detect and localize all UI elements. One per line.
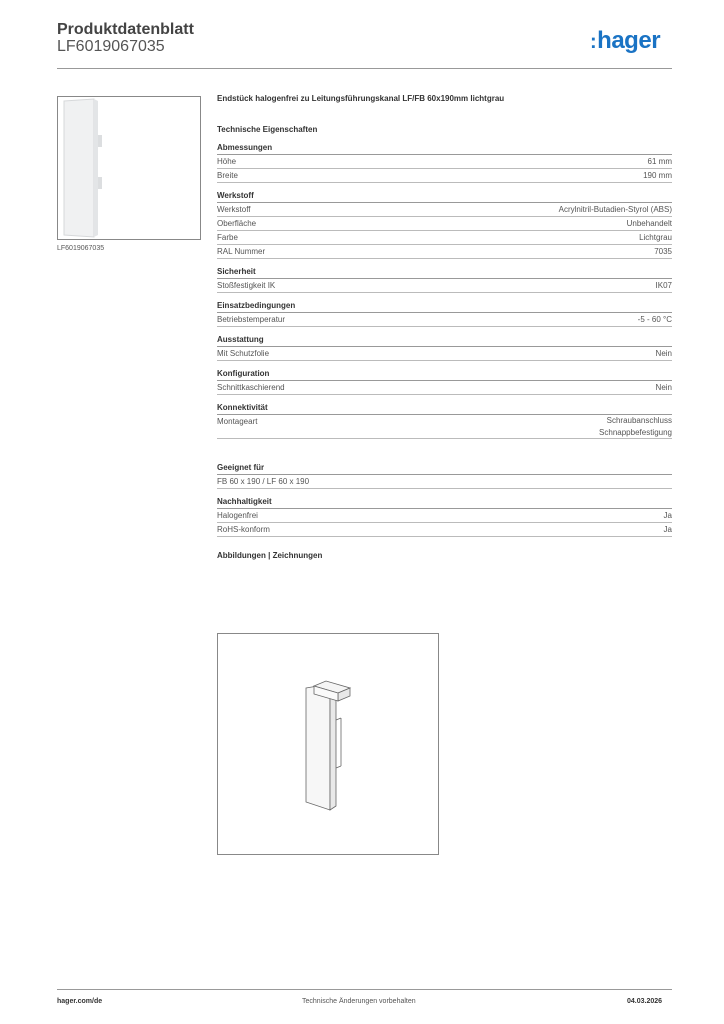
spec-value: Ja [663,511,672,520]
group-equipment [217,335,672,361]
product-thumbnail [57,96,201,240]
section-title-tech: Technische Eigenschaften [217,125,318,134]
specs-content [217,94,672,560]
spec-value: Ja [663,525,672,534]
group-title: Nachhaltigkeit [217,497,672,509]
thumbnail-caption: LF6019067035 [57,245,105,252]
group-title: Einsatzbedingungen [217,301,672,313]
spec-label: Stoßfestigkeit IK [217,281,276,290]
spec-row [217,523,672,537]
spec-label: RAL Nummer [217,247,266,256]
footer-website[interactable]: hager.com/de [57,998,103,1005]
spec-value: Nein [655,349,672,358]
group-safety [217,267,672,293]
group-title: Geeignet für [217,463,672,475]
footer-date: 04.03.2026 [627,998,663,1005]
spec-row [217,231,672,245]
spec-label: Oberfläche [217,219,257,228]
group-connectivity [217,403,672,439]
spec-value: IK07 [655,281,672,290]
spec-label: Mit Schutzfolie [217,349,270,358]
group-title: Sicherheit [217,267,672,279]
spec-label: Montageart [217,417,258,426]
end-cap-drawing [218,634,438,854]
spec-value: Lichtgrau [639,233,672,242]
spec-row [217,347,672,361]
product-title: Endstück halogenfrei zu Leitungsführungskanal LF/FB 60x190mm lichtgrau [217,94,505,103]
spec-row [217,217,672,231]
product-sku: LF6019067035 [57,38,165,55]
group-suitable-for [217,463,672,489]
spec-label: FB 60 x 190 / LF 60 x 190 [217,477,310,486]
spec-value: 7035 [654,247,672,256]
spec-value: Nein [655,383,672,392]
spec-row [217,169,672,183]
spec-label: Breite [217,171,238,180]
group-material [217,191,672,259]
spec-row [217,245,672,259]
group-dimensions [217,143,672,183]
spec-row [217,279,672,293]
group-title: Konnektivität [217,403,672,415]
spec-label: Farbe [217,233,238,242]
spec-label: Betriebstemperatur [217,315,286,324]
end-cap-image [58,97,200,239]
spec-row [217,509,672,523]
spec-value: Acrylnitril-Butadien-Styrol (ABS) [558,205,672,214]
logo-text: hager [597,27,661,54]
group-title: Werkstoff [217,191,672,203]
spec-label: Werkstoff [217,205,251,214]
spec-label: Schnittkaschierend [217,383,285,392]
footer-disclaimer: Technische Änderungen vorbehalten [302,998,416,1005]
spec-label: RoHS-konform [217,525,270,534]
spec-row [217,203,672,217]
group-operating-conditions [217,301,672,327]
spec-value: Unbehandelt [626,219,672,228]
spec-row [217,155,672,169]
logo-prefix: : [590,31,597,53]
spec-row [217,475,672,489]
header-divider [57,68,672,69]
spec-value: -5 - 60 °C [637,315,672,324]
spec-row [217,381,672,395]
group-title: Konfiguration [217,369,672,381]
spec-value: 190 mm [643,171,672,180]
group-title: Ausstattung [217,335,672,347]
product-drawing [217,633,439,855]
group-sustainability [217,497,672,537]
spec-value: 61 mm [647,157,672,166]
images-section-title: Abbildungen | Zeichnungen [217,551,323,560]
spec-value-line: Schnappbefestigung [599,427,672,437]
hager-logo [590,27,660,55]
group-configuration [217,369,672,395]
page-title: Produktdatenblatt [57,21,194,38]
spec-label: Höhe [217,157,237,166]
spec-row [217,313,672,327]
group-title: Abmessungen [217,143,672,155]
footer-divider [57,989,672,990]
spec-label: Halogenfrei [217,511,258,520]
spec-value-line: Schraubanschluss [606,416,672,425]
spec-row [217,415,672,439]
spec-value [599,415,672,438]
